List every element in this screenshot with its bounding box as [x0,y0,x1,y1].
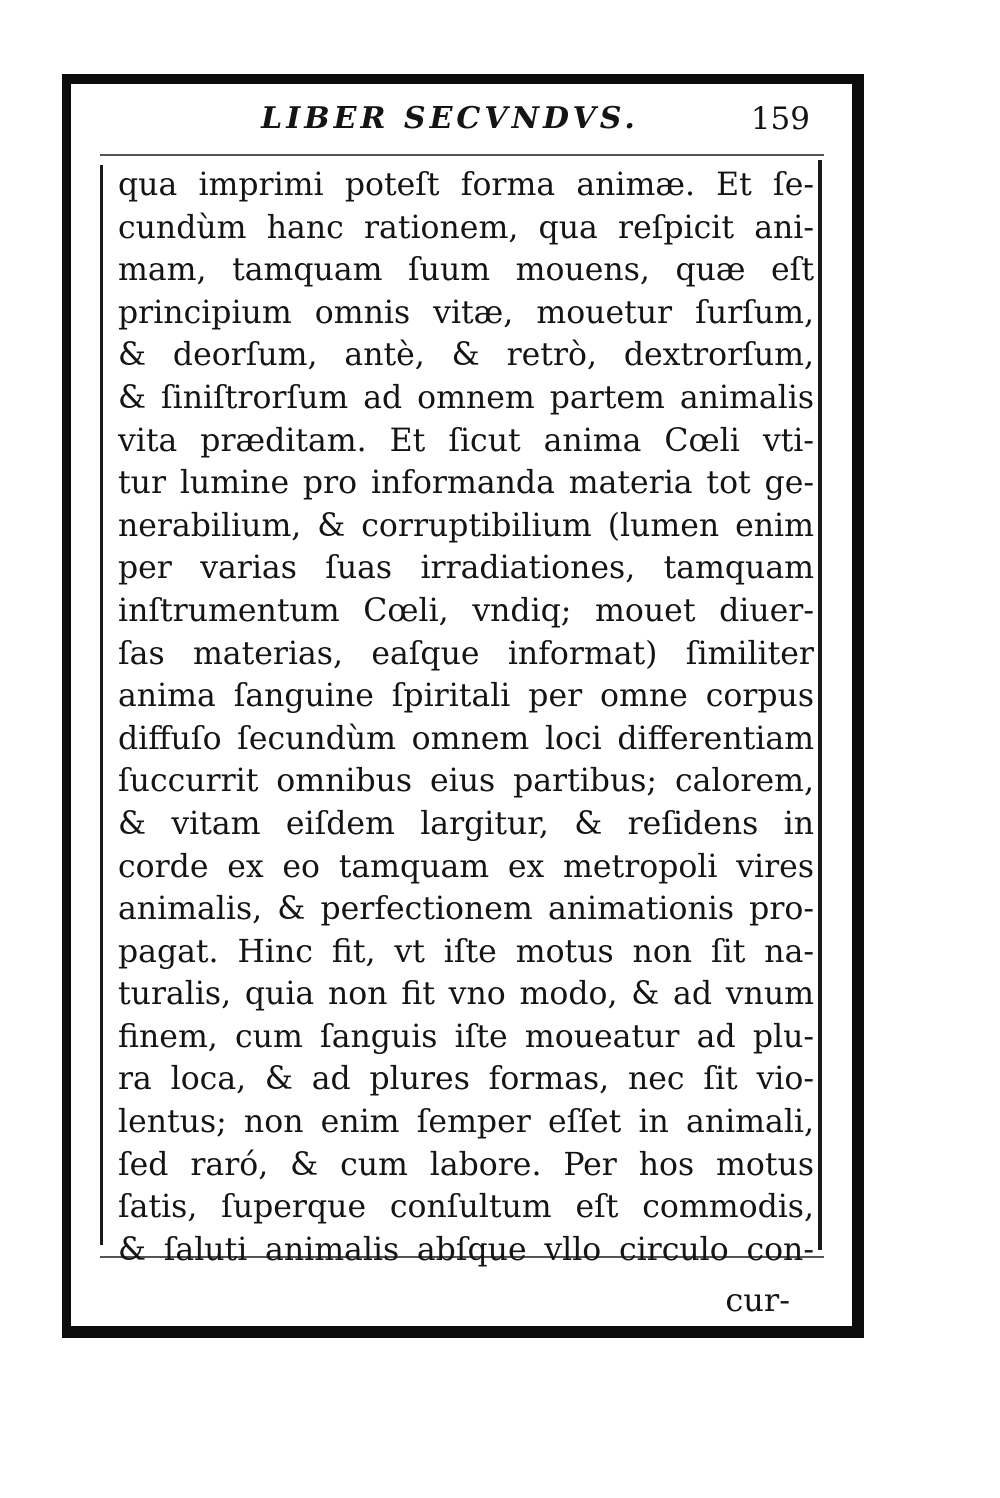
text-line: ſed raró, & cum labore. Per hos motus [118,1146,814,1183]
text-line: ſatis, ſuperque conſultum eſt commodis, [118,1189,814,1226]
text-line: per varias ſuas irradiationes, tamquam [118,550,814,587]
text-box-top-rule [100,154,824,156]
text-line: anima ſanguine ſpiritali per omne corpus [118,678,814,715]
frame-right-rule [852,78,864,1334]
text-line: turalis, quia non fit vno modo, & ad vnum [118,976,814,1013]
text-line: finem, cum ſanguis iſte moueatur ad plu- [118,1018,814,1055]
text-line: lentus; non enim ſemper eſſet in animali, [118,1104,814,1141]
text-line: tur lumine pro informanda materia tot ge- [118,465,814,502]
text-line: mam, tamquam ſuum mouens, quæ eſt [118,252,814,289]
text-line: vita præditam. Et ſicut anima Cœli vti- [118,422,814,459]
text-line: & deorſum, antè, & retrò, dextrorſum, [118,337,814,374]
frame-top-rule [62,74,864,84]
text-line: qua imprimi poteſt forma animæ. Et ſe- [118,167,814,203]
text-line: & vitam eiſdem largitur, & reſidens in [118,805,814,842]
text-line: pagat. Hinc fit, vt iſte motus non ſit na- [118,933,814,970]
text-line: animalis, & perfectionem animationis pro- [118,891,814,928]
catchword: cur- [725,1281,790,1319]
text-box-left-rule [100,165,103,1245]
text-line: ra loca, & ad plures formas, nec ſit vio- [118,1061,814,1098]
text-line: & ſiniſtrorſum ad omnem partem animalis [118,379,814,416]
running-title: LIBER SECVNDVS. [261,101,639,136]
running-head [100,96,820,146]
text-line: inſtrumentum Cœli, vndiq; mouet diuer- [118,592,814,629]
page-number: 159 [750,101,810,137]
text-line: nerabilium, & corruptibilium (lumen enim [118,507,814,544]
text-line: cundùm hanc rationem, qua reſpicit ani- [118,209,814,246]
text-line: ſas materias, eaſque informat) ſimiliter [118,635,814,672]
text-line: corde ex eo tamquam ex metropoli vires [118,848,814,885]
text-line: ſuccurrit omnibus eius partibus; calorem, [118,763,814,800]
text-line: principium omnis vitæ, mouetur ſurſum, [118,294,814,331]
text-line: & ſaluti animalis abſque vllo circulo con- [118,1231,814,1268]
frame-bottom-rule [62,1326,864,1338]
frame-left-rule [62,78,71,1334]
text-box-right-rule [818,160,822,1250]
text-line: diffuſo ſecundùm omnem loci differentiam [118,720,814,757]
body-text [118,164,814,1271]
